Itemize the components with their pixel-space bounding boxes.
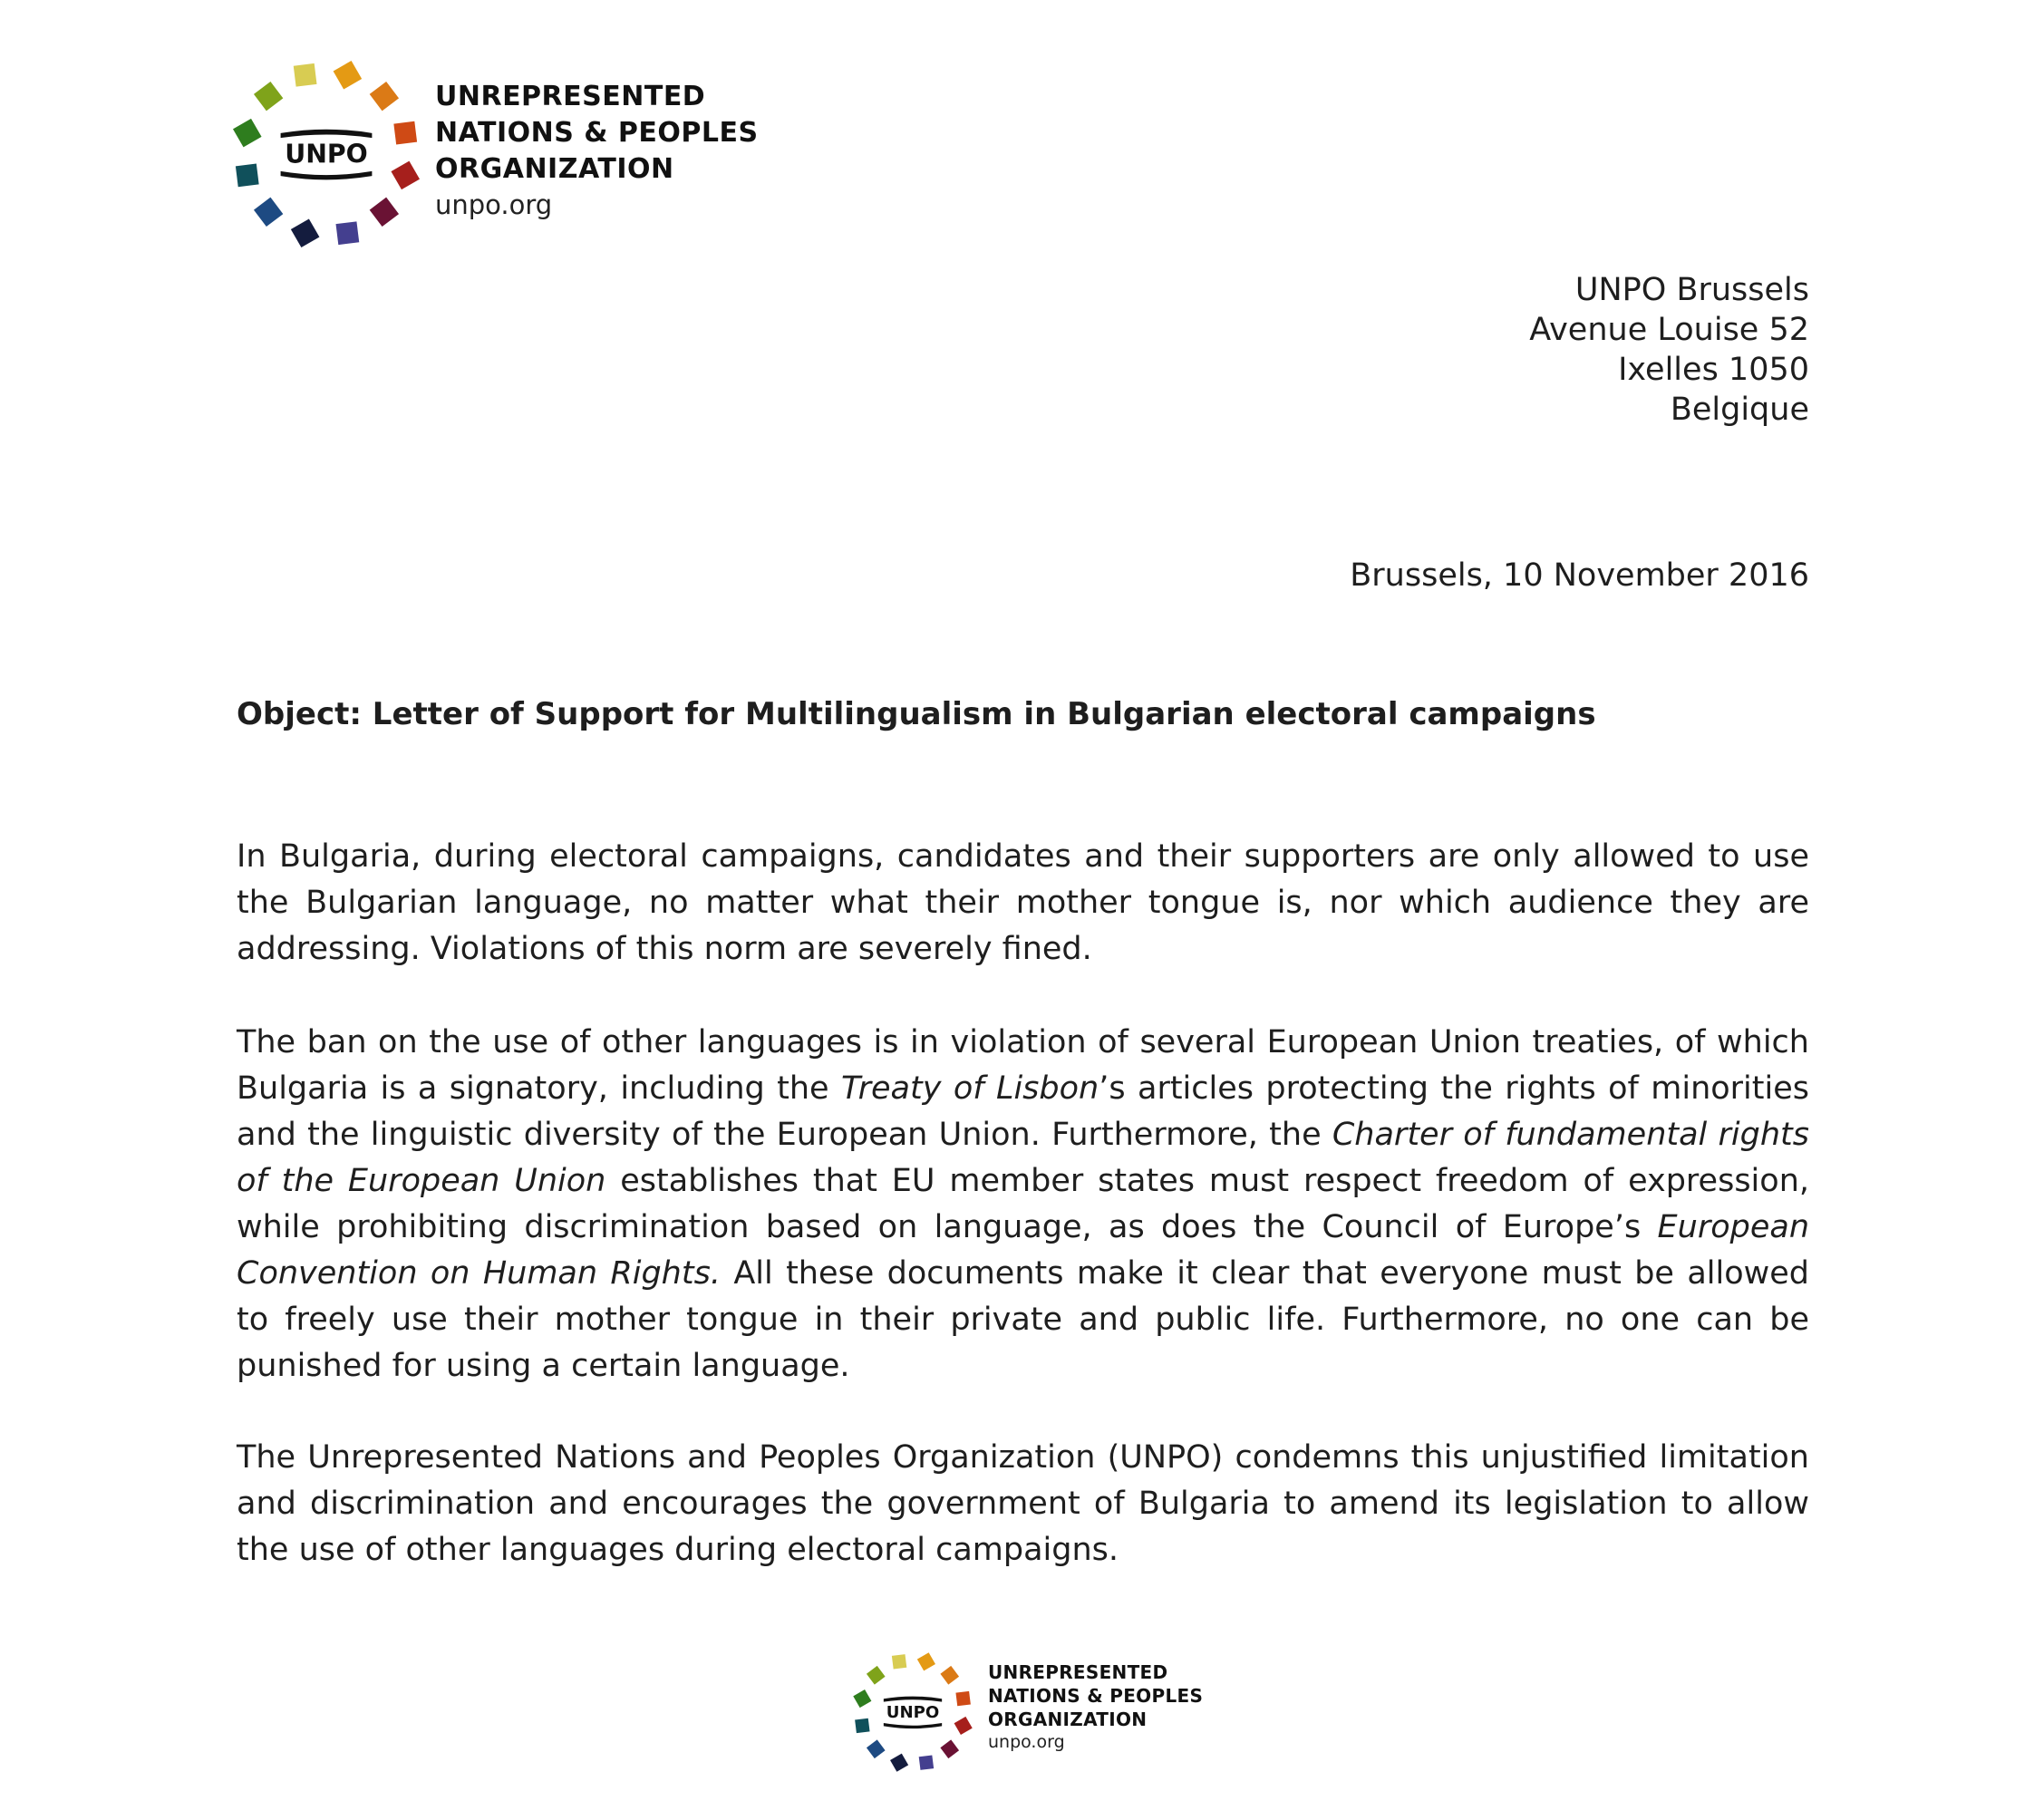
header-logo: [231, 59, 793, 249]
logo-line-1: UNREPRESENTED: [988, 1661, 1168, 1683]
logo-ring-segment: [370, 198, 399, 227]
logo-acronym: UNPO: [886, 1703, 940, 1723]
treaty-of-lisbon-title: Treaty of Lisbon: [840, 1070, 1099, 1107]
logo-line-2: NATIONS & PEOPLES: [988, 1685, 1204, 1707]
logo-url: unpo.org: [988, 1732, 1065, 1752]
logo-ring-segment: [370, 82, 399, 111]
logo-line-3: ORGANIZATION: [988, 1709, 1148, 1730]
logo-url: unpo.org: [435, 189, 553, 220]
logo-ring-segment: [393, 121, 417, 145]
letter-subject: Object: Letter of Support for Multilingualism in Bulgarian electoral campaigns: [237, 696, 1596, 732]
charter-title: Charter of fundamental rights of the European Union: [237, 1117, 1809, 1199]
logo-acronym: UNPO: [285, 139, 368, 169]
logo-ring-segment: [890, 1754, 908, 1772]
sender-address: [1529, 270, 1809, 430]
address-line-1: UNPO Brussels: [1574, 272, 1809, 308]
logo-ring-segment: [940, 1666, 959, 1685]
unpo-emblem-icon: [852, 1651, 973, 1773]
unpo-emblem-icon: [231, 59, 421, 249]
logo-ring-segment: [940, 1739, 959, 1758]
letter-date: Brussels, 10 November 2016: [1350, 557, 1809, 594]
logo-ring-segment: [233, 119, 262, 148]
logo-ring-segment: [867, 1739, 886, 1758]
logo-ring-segment: [892, 1654, 906, 1669]
logo-line-2: NATIONS & PEOPLES: [435, 117, 759, 149]
convention-title: European Convention on Human Rights.: [237, 1209, 1809, 1292]
footer-logo: [852, 1651, 1215, 1773]
address-line-3: Ixelles 1050: [1618, 352, 1809, 388]
address-line-4: Belgique: [1670, 392, 1809, 428]
logo-ring-segment: [335, 221, 359, 245]
logo-ring-segment: [334, 61, 363, 90]
logo-arc-bottom: [884, 1723, 942, 1728]
paragraph-2-text-3: establishes that EU member states must respect freedom of expression, while prohibiting discrimination based on language, as does the Council of Europe’s: [237, 1163, 1810, 1245]
logo-line-1: UNREPRESENTED: [435, 81, 706, 112]
logo-ring-segment: [955, 1691, 970, 1706]
logo-ring-segment: [254, 198, 283, 227]
address-line-2: Avenue Louise 52: [1529, 312, 1809, 348]
logo-arc-bottom: [281, 171, 373, 179]
paragraph-3: The Unrepresented Nations and Peoples Organization (UNPO) condemns this unjustified limitation and discrimination and encourages the government of Bulgaria to amend its legislation to allow the use of other languages during electoral campaigns.: [237, 1439, 1809, 1568]
logo-arc-top: [281, 130, 373, 138]
logo-ring-segment: [954, 1717, 973, 1735]
paragraph-1: In Bulgaria, during electoral campaigns, candidates and their supporters are only allowed to use the Bulgarian language, no matter what their mother tongue is, nor which audience they are addressing. Violations of this norm are severely fined.: [237, 838, 1809, 967]
paragraph-2-text-4: All these documents make it clear that everyone must be allowed to freely use their mother tongue in their private and public life. Furthermore, no one can be punished for using a certain language.: [237, 1255, 1809, 1384]
logo-ring-segment: [867, 1666, 886, 1685]
logo-ring-segment: [917, 1652, 935, 1670]
logo-ring-segment: [294, 63, 317, 87]
paragraph-2: [237, 1020, 1809, 1389]
paragraph-2-text-2: ’s articles protecting the rights of minorities and the linguistic diversity of the European Union. Furthermore, the: [237, 1070, 1809, 1153]
logo-ring-segment: [291, 218, 320, 247]
logo-ring-segment: [391, 161, 420, 190]
paragraph-2-text-1: The ban on the use of other languages is in violation of several European Union treaties, of which Bulgaria is a signatory, including the: [237, 1024, 1809, 1107]
logo-ring-segment: [254, 82, 283, 111]
logo-ring-segment: [853, 1689, 871, 1708]
logo-ring-segment: [236, 163, 259, 187]
logo-arc-top: [884, 1697, 942, 1702]
logo-ring-segment: [855, 1718, 869, 1733]
logo-ring-segment: [919, 1755, 934, 1769]
logo-line-3: ORGANIZATION: [435, 153, 674, 185]
